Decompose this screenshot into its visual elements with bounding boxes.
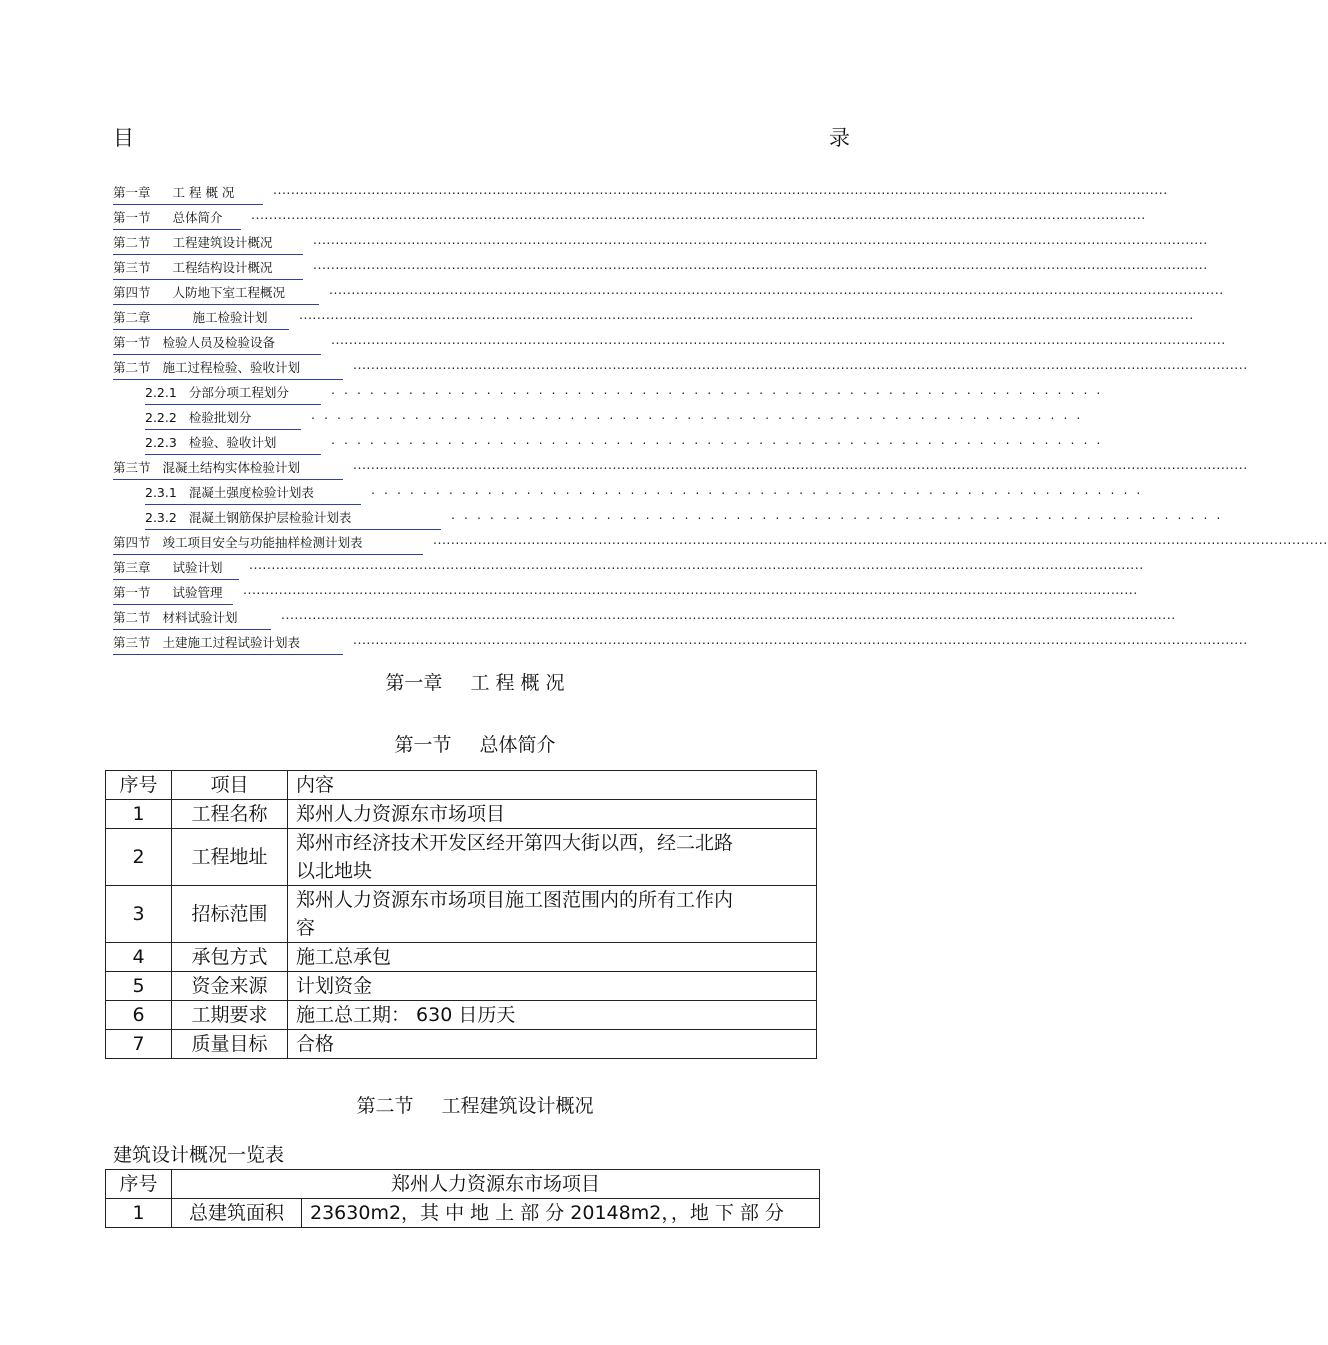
row-number: 1 <box>106 1199 172 1228</box>
toc-entry[interactable] <box>113 281 1224 303</box>
row-item: 承包方式 <box>172 943 288 972</box>
toc-entry-link[interactable] <box>113 183 263 205</box>
section-number: 第一节 <box>394 734 452 756</box>
row-item: 工程名称 <box>172 800 288 829</box>
row-item: 工程地址 <box>172 829 288 886</box>
row-content: 施工总工期： 630 日历天 <box>288 1001 817 1030</box>
toc-entry-link[interactable] <box>145 433 321 455</box>
toc-entry-number: 第一节 <box>113 335 151 350</box>
toc-leader-dots: ........................................................................................................................................................................................................ <box>251 207 1146 222</box>
toc-entry-number: 2.2.3 <box>145 435 177 450</box>
toc-entry-number: 2.2.1 <box>145 385 177 400</box>
toc-entry-link[interactable] <box>113 233 303 255</box>
toc-leader-dots: ........................................................................................................................................................................................................ <box>313 232 1208 247</box>
toc-entry[interactable] <box>113 631 1248 653</box>
chapter-number: 第一章 <box>385 672 443 694</box>
row-item: 资金来源 <box>172 972 288 1001</box>
table-header-row <box>106 1170 820 1199</box>
toc-entry-title: 分部分项工程划分 <box>188 385 289 400</box>
toc-entry-link[interactable] <box>113 608 271 630</box>
toc-entry-link[interactable] <box>113 308 289 330</box>
toc-leader-dots: ............................................................ <box>331 432 1110 447</box>
row-content: 郑州人力资源东市场项目施工图范围内的所有工作内 容 <box>288 886 817 943</box>
toc-entry-title: 检验人员及检验设备 <box>162 335 276 350</box>
toc-entry[interactable] <box>113 206 1146 228</box>
toc-entry-link[interactable] <box>113 283 319 305</box>
row-item: 质量目标 <box>172 1030 288 1059</box>
toc-entry-link[interactable] <box>113 583 233 605</box>
toc-entry-number: 第三节 <box>113 635 151 650</box>
row-number: 2 <box>106 829 172 886</box>
toc-entry[interactable] <box>113 381 1110 403</box>
row-content: 计划资金 <box>288 972 817 1001</box>
row-number: 1 <box>106 800 172 829</box>
toc-leader-dots: ............................................................ <box>451 507 1230 522</box>
row-content: 合格 <box>288 1030 817 1059</box>
toc-entry-title: 竣工项目安全与功能抽样检测计划表 <box>162 535 363 550</box>
chapter-heading <box>0 668 950 695</box>
toc-entry-title: 土建施工过程试验计划表 <box>162 635 301 650</box>
table-row <box>106 1030 817 1059</box>
toc-leader-dots: ............................................................ <box>311 407 1090 422</box>
table-header-row <box>106 771 817 800</box>
chapter-title: 工 程 概 况 <box>470 672 565 694</box>
row-item: 工期要求 <box>172 1001 288 1030</box>
toc-entry-title: 总体简介 <box>172 210 223 225</box>
table-row <box>106 972 817 1001</box>
table-header-cell: 内容 <box>288 771 817 800</box>
table-header-cell: 郑州人力资源东市场项目 <box>172 1170 820 1199</box>
row-content: 施工总承包 <box>288 943 817 972</box>
table-row <box>106 943 817 972</box>
toc-entry-link[interactable] <box>113 533 423 555</box>
toc-entry-number: 2.3.1 <box>145 485 177 500</box>
toc-entry-title: 检验批划分 <box>188 410 252 425</box>
section-heading-1 <box>0 730 950 757</box>
toc-entry[interactable] <box>113 606 1176 628</box>
toc-entry-title: 检验、验收计划 <box>188 435 277 450</box>
toc-title-right: 录 <box>829 126 850 150</box>
toc-entry-number: 第一节 <box>113 210 151 225</box>
toc-entry-link[interactable] <box>145 383 321 405</box>
toc-entry[interactable] <box>113 406 1090 428</box>
toc-leader-dots: ........................................................................................................................................................................................................ <box>331 332 1226 347</box>
toc-entry-link[interactable] <box>113 633 343 655</box>
row-content: 郑州人力资源东市场项目 <box>288 800 817 829</box>
row-content: 郑州市经济技术开发区经开第四大街以西，经二北路 以北地块 <box>288 829 817 886</box>
toc-leader-dots: ........................................................................................................................................................................................................ <box>433 532 1328 547</box>
toc-leader-dots: ........................................................................................................................................................................................................ <box>249 557 1144 572</box>
toc-entry[interactable] <box>113 531 1328 553</box>
toc-entry-title: 工程建筑设计概况 <box>172 235 273 250</box>
section-title: 工程建筑设计概况 <box>441 1095 594 1117</box>
toc-entry-number: 第三节 <box>113 460 151 475</box>
section-title: 总体简介 <box>479 734 556 756</box>
toc-entry-number: 第三章 <box>113 560 151 575</box>
toc-entry[interactable] <box>113 481 1150 503</box>
row-content: 23630m2，其 中 地 上 部 分 20148m2，，地 下 部 分 <box>302 1199 820 1228</box>
toc-entry-link[interactable] <box>113 358 343 380</box>
toc-entry-title: 工 程 概 况 <box>172 185 235 200</box>
toc-entry[interactable] <box>113 231 1208 253</box>
table-row <box>106 886 817 943</box>
toc-entry-title: 人防地下室工程概况 <box>172 285 286 300</box>
toc-entry-link[interactable] <box>113 208 241 230</box>
toc-entry-link[interactable] <box>145 508 441 530</box>
toc-entry-number: 2.3.2 <box>145 510 177 525</box>
toc-entry-title: 混凝土钢筋保护层检验计划表 <box>188 510 352 525</box>
toc-entry[interactable] <box>113 181 1168 203</box>
section-heading-2 <box>0 1091 950 1118</box>
toc-entry-number: 第四节 <box>113 535 151 550</box>
toc-entry[interactable] <box>113 456 1248 478</box>
toc-leader-dots: ........................................................................................................................................................................................................ <box>243 582 1138 597</box>
toc-leader-dots: ........................................................................................................................................................................................................ <box>313 257 1208 272</box>
toc-title <box>113 122 850 150</box>
toc-entry-number: 第二节 <box>113 360 151 375</box>
row-item: 总建筑面积 <box>172 1199 302 1228</box>
table-header-cell: 序号 <box>106 1170 172 1199</box>
toc-entry[interactable] <box>113 356 1248 378</box>
toc-entry-number: 第二节 <box>113 610 151 625</box>
toc-title-left: 目 <box>113 126 134 150</box>
arch-design-table <box>105 1169 820 1228</box>
toc-leader-dots: ........................................................................................................................................................................................................ <box>273 182 1168 197</box>
row-number: 6 <box>106 1001 172 1030</box>
row-item: 招标范围 <box>172 886 288 943</box>
toc-entry-number: 第三节 <box>113 260 151 275</box>
toc-leader-dots: ........................................................................................................................................................................................................ <box>299 307 1194 322</box>
toc-leader-dots: ........................................................................................................................................................................................................ <box>353 357 1248 372</box>
row-number: 4 <box>106 943 172 972</box>
toc-entry-link[interactable] <box>113 333 321 355</box>
table-header-cell: 项目 <box>172 771 288 800</box>
toc-entry-title: 施工检验计划 <box>192 310 268 325</box>
toc-leader-dots: ............................................................ <box>331 382 1110 397</box>
table-row <box>106 1001 817 1030</box>
toc-entry[interactable] <box>113 556 1144 578</box>
toc-entry-title: 施工过程检验、验收计划 <box>162 360 301 375</box>
toc-entry[interactable] <box>113 306 1194 328</box>
toc-leader-dots: ........................................................................................................................................................................................................ <box>329 282 1224 297</box>
row-number: 5 <box>106 972 172 1001</box>
toc-entry-link[interactable] <box>113 458 343 480</box>
toc-entry-title: 材料试验计划 <box>162 610 238 625</box>
toc-entry-number: 第一节 <box>113 585 151 600</box>
table-row <box>106 1199 820 1228</box>
toc-entry[interactable] <box>113 331 1226 353</box>
toc-entry[interactable] <box>113 431 1110 453</box>
toc-entry-number: 第一章 <box>113 185 151 200</box>
toc-leader-dots: ........................................................................................................................................................................................................ <box>281 607 1176 622</box>
table-row <box>106 800 817 829</box>
toc-entry-title: 混凝土结构实体检验计划 <box>162 460 301 475</box>
section-number: 第二节 <box>356 1095 414 1117</box>
toc-entry[interactable] <box>113 506 1230 528</box>
toc-entry-title: 工程结构设计概况 <box>172 260 273 275</box>
toc-entry-link[interactable] <box>113 558 239 580</box>
toc-leader-dots: ........................................................................................................................................................................................................ <box>353 632 1248 647</box>
toc-entry-title: 试验计划 <box>172 560 223 575</box>
toc-leader-dots: ............................................................ <box>371 482 1150 497</box>
toc-entry-link[interactable] <box>145 483 361 505</box>
toc-entry-link[interactable] <box>113 258 303 280</box>
row-number: 3 <box>106 886 172 943</box>
toc-entry-number: 第二章 <box>113 310 151 325</box>
toc-entry-title: 试验管理 <box>172 585 223 600</box>
toc-entry[interactable] <box>113 256 1208 278</box>
toc-entry-number: 2.2.2 <box>145 410 177 425</box>
table-header-cell: 序号 <box>106 771 172 800</box>
table-caption: 建筑设计概况一览表 <box>113 1144 285 1166</box>
toc-entry-number: 第二节 <box>113 235 151 250</box>
toc-entry-number: 第四节 <box>113 285 151 300</box>
toc-entry-link[interactable] <box>145 408 301 430</box>
toc-entry-title: 混凝土强度检验计划表 <box>188 485 314 500</box>
overview-table <box>105 770 817 1059</box>
row-number: 7 <box>106 1030 172 1059</box>
toc-leader-dots: ........................................................................................................................................................................................................ <box>353 457 1248 472</box>
table-row <box>106 829 817 886</box>
toc-entry[interactable] <box>113 581 1138 603</box>
